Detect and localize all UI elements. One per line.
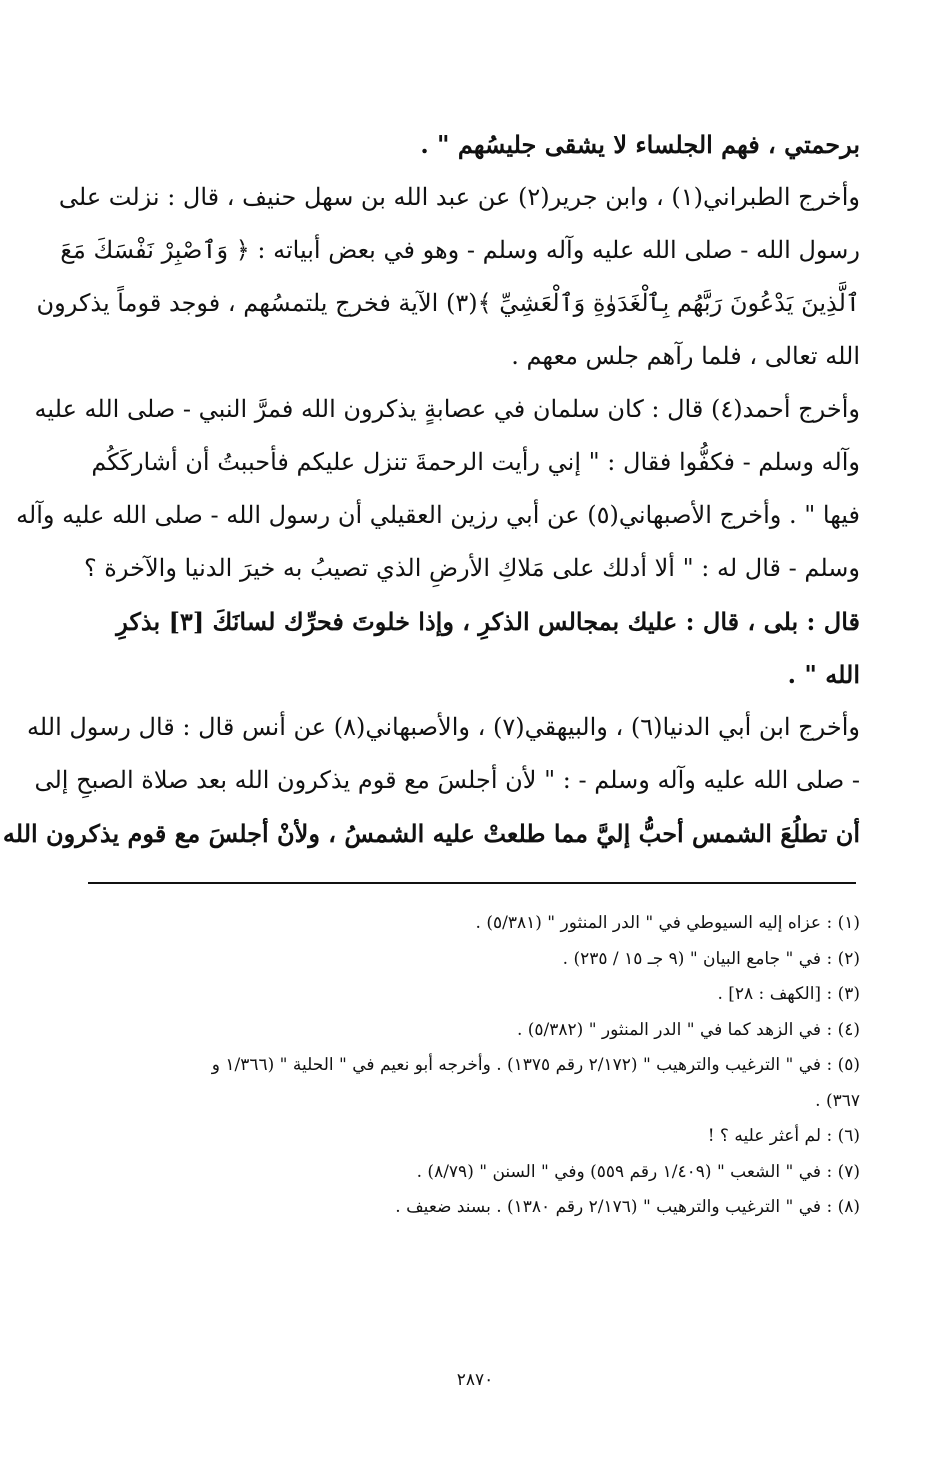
text-line: رسول الله - صلى الله عليه وآله وسلم - وهو في بعض أبياته : ﴿ وَٱصْبِرْ نَفْسَكَ مَعَ: [60, 236, 860, 264]
text-line: برحمتي ، فهم الجلساء لا يشقى جليسُهم " .: [420, 130, 860, 159]
text-line: وسلم - قال له : " ألا أدلك على مَلاكِ الأرضِ الذي تصيبُ به خيرَ الدنيا والآخرة ؟: [83, 554, 860, 582]
text-line: الله " .: [787, 660, 860, 689]
text-line: قال : بلى ، قال : عليك بمجالس الذكرِ ، وإذا خلوتَ فحرِّك لسانَكَ [٣] بذكرِ: [116, 607, 860, 636]
text-line: الله تعالى ، فلما رآهم جلس معهم .: [511, 342, 860, 370]
text-line: وأخرج ابن أبي الدنيا(٦) ، والبيهقي(٧) ، والأصبهاني(٨) عن أنس قال : قال رسول الله: [26, 713, 860, 741]
footnote: (٧) : في " الشعب " (١/٤٠٩ رقم ٥٥٩) وفي " السنن " (٨/٧٩) .: [416, 1161, 860, 1182]
footnote: (٦) : لم أعثر عليه ؟ !: [707, 1126, 860, 1146]
text-line: ٱلَّذِينَ يَدْعُونَ رَبَّهُم بِٱلْغَدَوٰةِ وَٱلْعَشِيِّ ﴾(٣) الآية فخرج يلتمسُهم ، فوجد قوماً يذكرون: [36, 289, 860, 317]
footnote: (١) : عزاه إليه السيوطي في " الدر المنثور " (٥/٣٨١) .: [475, 913, 860, 933]
text-line: فيها " . وأخرج الأصبهاني(٥) عن أبي رزين العقيلي أن رسول الله - صلى الله عليه وآله: [16, 501, 860, 529]
page-number: ٢٨٧٠: [456, 1370, 494, 1390]
footnote: (٢) : في " جامع البيان " (٩ جـ ١٥ / ٢٣٥) .: [562, 948, 860, 969]
text-line: وأخرج أحمد(٤) قال : كان سلمان في عصابةٍ يذكرون الله فمرَّ النبي - صلى الله عليه: [34, 395, 860, 423]
text-line: وأخرج الطبراني(١) ، وابن جرير(٢) عن عبد الله بن سهل حنيف ، قال : نزلت على: [58, 183, 860, 211]
text-line: وآله وسلم - فكفُّوا فقال : " إني رأيت الرحمةَ تنزل عليكم فأحببتُ أن أشاركَكُم: [91, 448, 860, 476]
footnote: (٨) : في " الترغيب والترهيب " (٢/١٧٦ رقم ١٣٨٠) . بسند ضعيف .: [395, 1197, 860, 1217]
footnote: (٤) : في الزهد كما في " الدر المنثور " (٥/٣٨٢) .: [516, 1019, 860, 1040]
footnote: (٥) : في " الترغيب والترهيب " (٢/١٧٢ رقم ١٣٧٥) . وأخرجه أبو نعيم في " الحلية " (١/٣٦٦ و: [211, 1055, 860, 1075]
text-line: - صلى الله عليه وآله وسلم - : " لأن أجلسَ مع قوم يذكرون الله بعد صلاة الصبحِ إلى: [34, 766, 860, 794]
footnote-divider: [88, 882, 856, 884]
footnotes: [88, 906, 860, 1226]
text-line: أن تطلُعَ الشمس أحبُّ إليَّ مما طلعتْ عليه الشمسُ ، ولأنْ أجلسَ مع قوم يذكرون الله: [2, 819, 860, 848]
footnote-continuation: ٣٦٧) .: [815, 1090, 860, 1111]
main-text: [2, 118, 860, 860]
footnote: (٣) : [الكهف : ٢٨] .: [717, 984, 860, 1004]
